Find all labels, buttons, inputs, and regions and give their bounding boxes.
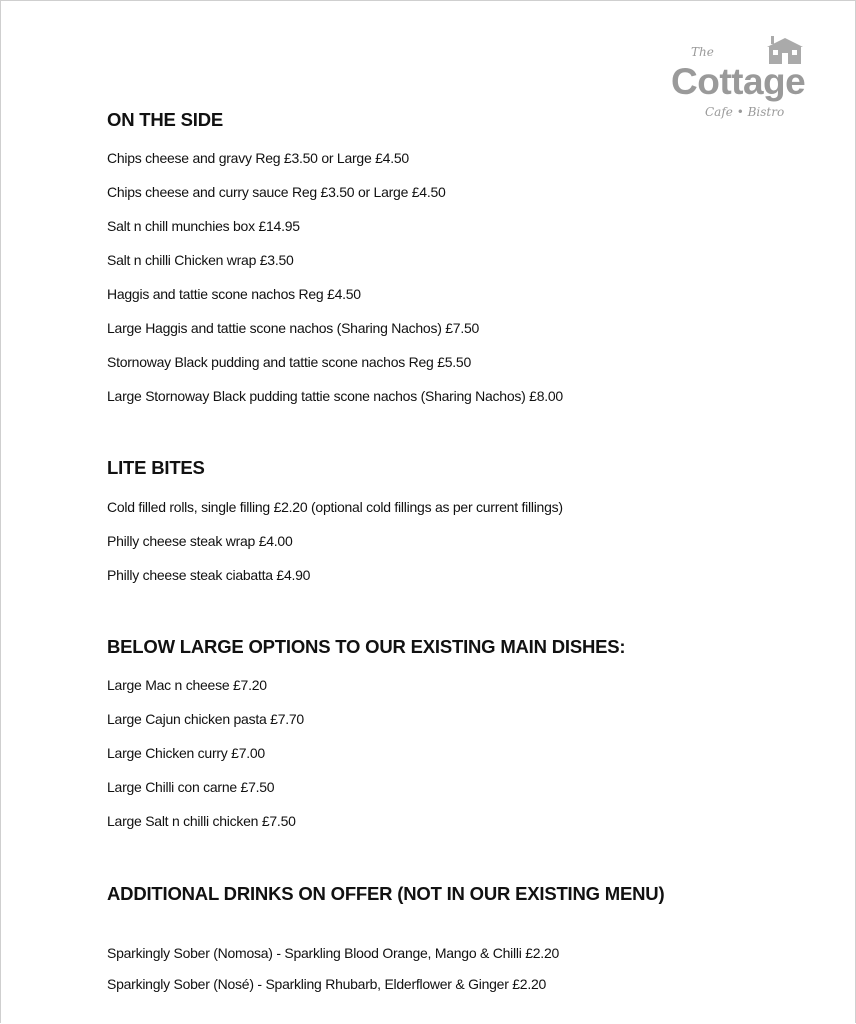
- menu-item: Large Cajun chicken pasta £7.70: [107, 711, 304, 727]
- section-heading: BELOW LARGE OPTIONS TO OUR EXISTING MAIN DISHES:: [107, 636, 626, 657]
- menu-item: Large Chilli con carne £7.50: [107, 779, 275, 795]
- menu-item: Chips cheese and gravy Reg £3.50 or Large £4.50: [107, 150, 409, 166]
- menu-item: Large Chicken curry £7.00: [107, 745, 265, 761]
- menu-item: Sparkingly Sober (Nosé) - Sparkling Rhubarb, Elderflower & Ginger £2.20: [107, 976, 547, 992]
- menu-item: Haggis and tattie scone nachos Reg £4.50: [107, 286, 361, 302]
- menu-item: Sparkingly Sober (Nomosa) - Sparkling Blood Orange, Mango & Chilli £2.20: [107, 945, 560, 961]
- menu-item: Large Haggis and tattie scone nachos (Sharing Nachos) £7.50: [107, 320, 480, 336]
- menu-item: Chips cheese and curry sauce Reg £3.50 or Large £4.50: [107, 184, 446, 200]
- menu-item: Salt n chill munchies box £14.95: [107, 218, 300, 234]
- menu-item: Large Mac n cheese £7.20: [107, 677, 267, 693]
- menu-item: Large Stornoway Black pudding tattie scone nachos (Sharing Nachos) £8.00: [107, 388, 563, 404]
- menu-item: Philly cheese steak ciabatta £4.90: [107, 567, 311, 583]
- section-heading: ADDITIONAL DRINKS ON OFFER (NOT IN OUR EXISTING MENU): [107, 883, 665, 904]
- section-heading: LITE BITES: [107, 457, 205, 478]
- menu-item: Large Salt n chilli chicken £7.50: [107, 813, 296, 829]
- cottage-logo: The Cottage Cafe • Bistro: [669, 35, 819, 125]
- menu-item: Philly cheese steak wrap £4.00: [107, 533, 293, 549]
- menu-item: Stornoway Black pudding and tattie scone nachos Reg £5.50: [107, 354, 472, 370]
- menu-item: Salt n chilli Chicken wrap £3.50: [107, 252, 294, 268]
- section-heading: ON THE SIDE: [107, 109, 224, 130]
- menu-item: Cold filled rolls, single filling £2.20 (optional cold fillings as per current fillings): [107, 499, 563, 515]
